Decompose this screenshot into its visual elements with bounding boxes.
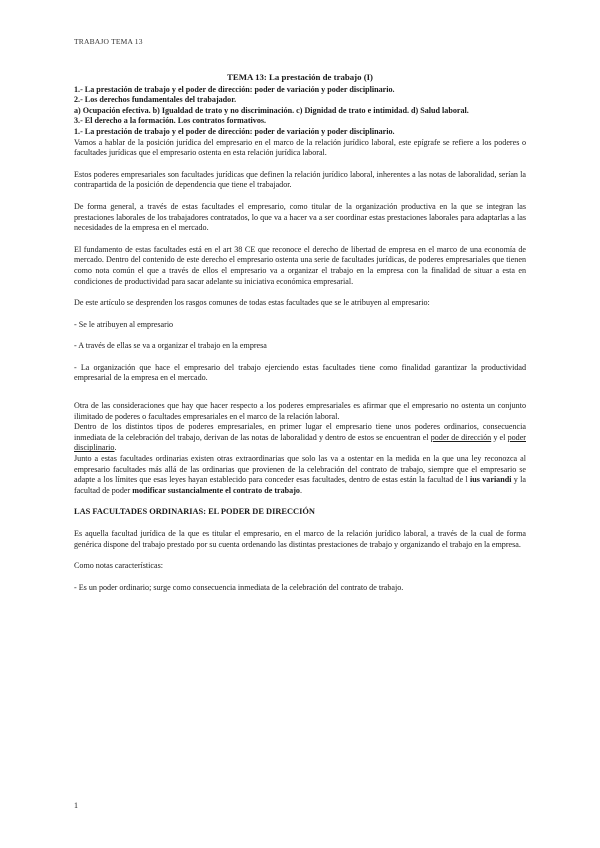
- document-body: [74, 72, 526, 593]
- text-run: y la facultad de poder: [74, 475, 526, 495]
- bullet-item-1: - Se le atribuyen al empresario: [74, 319, 174, 329]
- paragraph-poderes: Estos poderes empresariales son facultades jurídicas que definen la relación jurídico laboral, inherentes a las notas de laboralidad, serían la contrapartida de la posición de dependencia que tiene el trabajador.: [74, 169, 526, 190]
- paragraph-intro: Vamos a hablar de la posición jurídica del empresario en el marco de la relación jurídico laboral, este epígrafe se refiere a los poderes o facultades jurídicas que el empresario ostenta en esta relación jurídica laboral.: [74, 137, 526, 158]
- poder-disciplinario-text: poder disciplinario: [74, 432, 526, 453]
- text-run: .: [299, 485, 303, 495]
- paragraph-notas: Como notas características:: [74, 561, 163, 571]
- toc-item-1: 1.- La prestación de trabajo y el poder de dirección: poder de variación y poder disciplinario.: [74, 84, 395, 94]
- bullet-item-3: - La organización que hace el empresario del trabajo ejerciendo estas facultades tiene como finalidad garantizar la productividad empresarial de la empresa en el mercado.: [74, 362, 526, 383]
- toc-item-2-sub: a) Ocupación efectiva. b) Igualdad de trato y no discriminación. c) Dignidad de trato e intimidad. d) Salud laboral.: [74, 105, 469, 115]
- document-title: TEMA 13: La prestación de trabajo (I): [227, 72, 373, 82]
- paragraph-definicion: Es aquella facultad jurídica de la que es titular el empresario, en el marco de la relación jurídico laboral, a través de la cual de forma genérica dispone del trabajo prestado por su cuenta ordenando las distintas prestaciones de trabajo y organizando el trabajo en la empresa.: [74, 529, 526, 549]
- poder-direccion-text: poder de dirección: [430, 432, 492, 442]
- toc-item-3: 3.- El derecho a la formación. Los contratos formativos.: [74, 116, 267, 126]
- section-heading-facultades: LAS FACULTADES ORDINARIAS: EL PODER DE DIRECCIÓN: [74, 507, 315, 517]
- paragraph-extraordinarias: [74, 454, 526, 496]
- bullet-item-4: - Es un poder ordinario; surge como consecuencia inmediata de la celebración del contrato de trabajo.: [74, 582, 404, 592]
- toc-item-2: 2.- Los derechos fundamentales del trabajador.: [74, 95, 237, 105]
- page-number: 1: [74, 801, 78, 810]
- modificar-contrato-text: modificar sustancialmente el contrato de trabajo: [132, 485, 300, 495]
- running-header: TRABAJO TEMA 13: [74, 37, 143, 46]
- text-run: Junto a estas facultades ordinarias existen otras extraordinarias que solo las va a ostentar en la medida en la que una ley reconozca al empresario facultades más allá de las ordinarias que provienen de la celebración del contrato de trabajo, siempre que el empresario se adapte a los límites que esas leyes hayan establecido para conceder esas facultades, dentro de estas están la facultad de l: [74, 454, 526, 485]
- text-run: .: [114, 443, 117, 453]
- bullet-item-2: - A través de ellas se va a organizar el trabajo en la empresa: [74, 341, 267, 351]
- paragraph-tipos-poderes: [74, 422, 526, 454]
- ius-variandi-text: ius variandi: [470, 475, 512, 485]
- paragraph-rasgos: De este artículo se desprenden los rasgos comunes de todas estas facultades que se le atribuyen al empresario:: [74, 298, 430, 308]
- paragraph-consideraciones: Otra de las consideraciones que hay que hacer respecto a los poderes empresariales es afirmar que el empresario no ostenta un conjunto ilimitado de poderes o facultades empresariales en el marco de la relación laboral.: [74, 401, 526, 421]
- text-run: Dentro de los distintos tipos de poderes empresariales, en primer lugar el empresario tiene unos poderes ordinarios, consecuencia inmediata de la celebración del trabajo, derivan de las notas de laboralidad y dentro de estos se encuentran el: [74, 422, 526, 442]
- section-heading-1: 1.- La prestación de trabajo y el poder de dirección: poder de variación y poder disciplinario.: [74, 126, 395, 136]
- paragraph-fundamento: El fundamento de estas facultades está en el art 38 CE que reconoce el derecho de libertad de empresa en el marco de una economía de mercado. Dentro del contenido de este derecho el empresario ostenta una serie de facultades jurídicas, de poderes empresariales que tienen como nota común el que a través de ellos el empresario va a organizar el trabajo en la empresa con la finalidad de situar a esta en condiciones de productividad para sacar adelante su iniciativa económica empresarial.: [74, 244, 526, 286]
- text-run: y el: [491, 432, 508, 442]
- paragraph-forma-general: De forma general, a través de estas facultades el empresario, como titular de la organización productiva en la que se integran las prestaciones laborales de los trabajadores contratados, lo que va a hacer va a ser coordinar estas prestaciones laborales para adaptarlas a las necesidades de la empresa en el mercado.: [74, 201, 526, 233]
